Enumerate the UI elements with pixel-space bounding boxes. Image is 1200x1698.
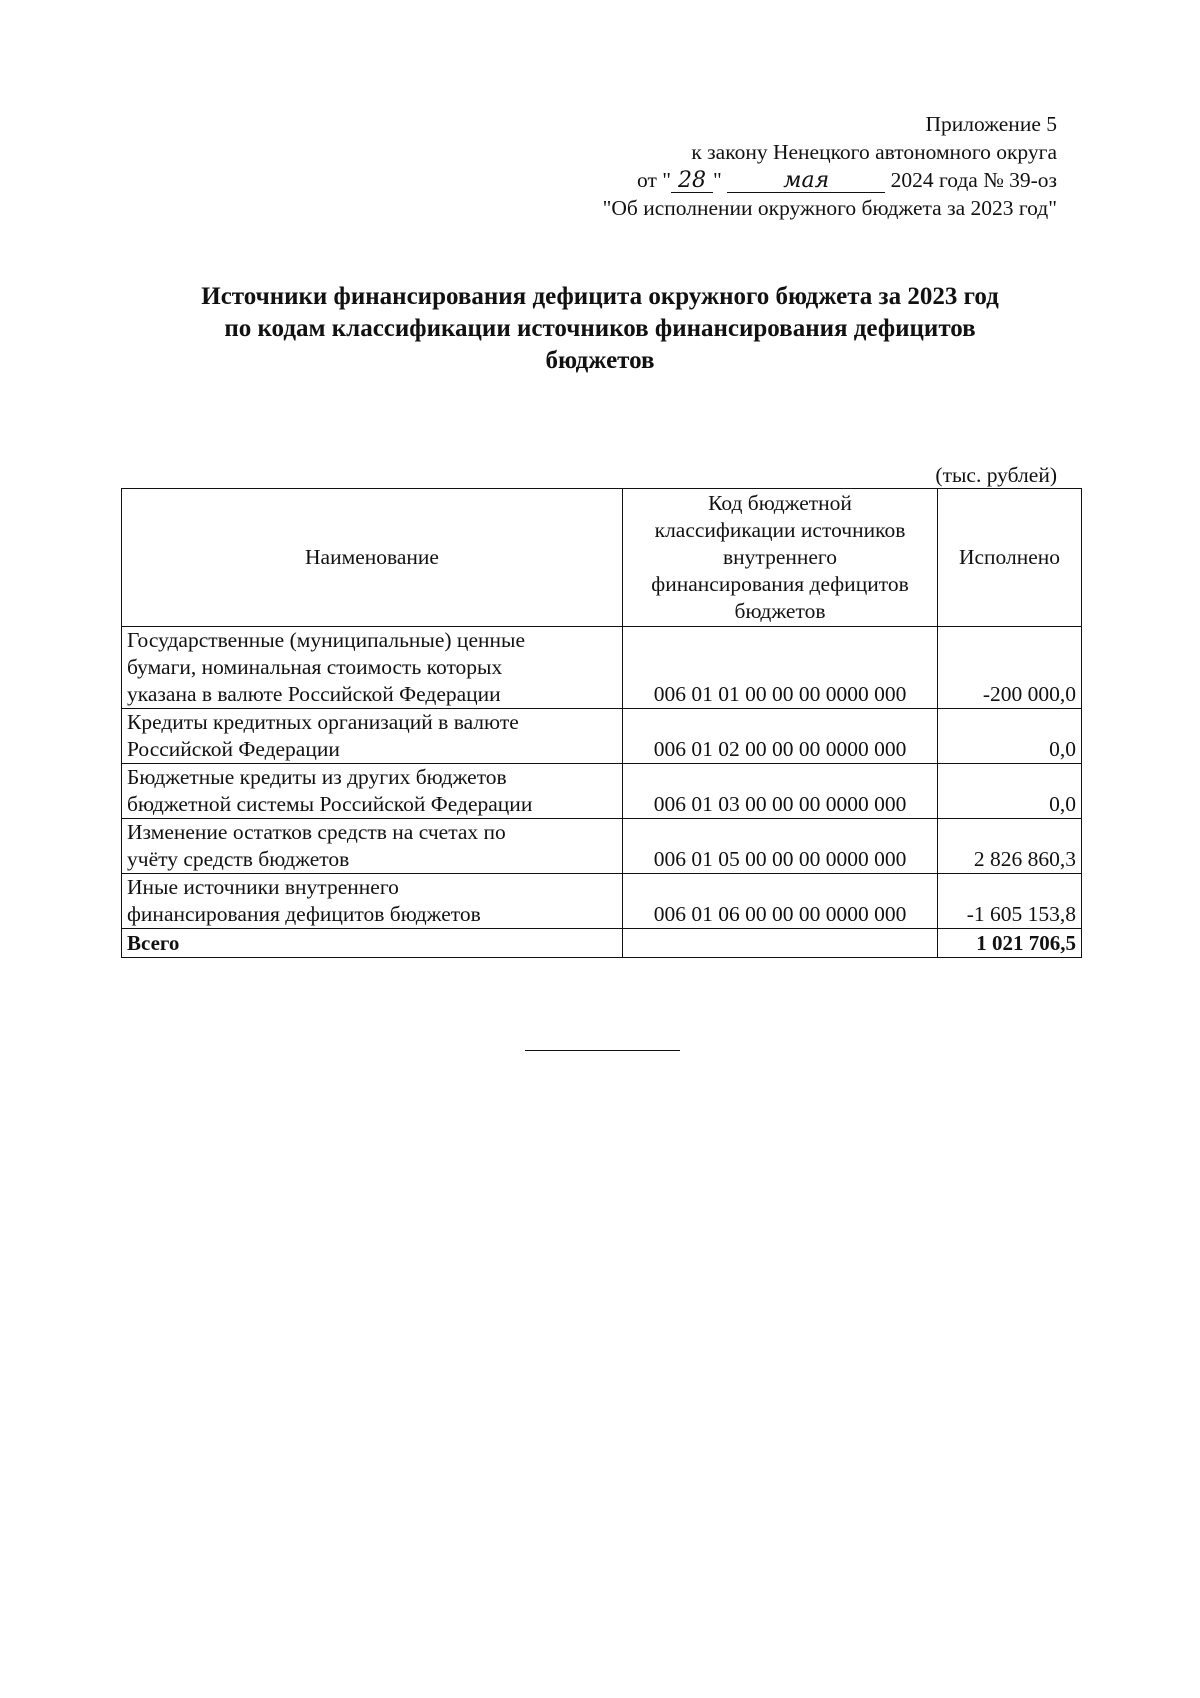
row-value: -200 000,0 (938, 627, 1082, 709)
table-header-row (122, 489, 1082, 627)
row-value: 2 826 860,3 (938, 819, 1082, 874)
header-code-line: бюджетов (734, 599, 826, 623)
row-name-line: Бюджетные кредиты из других бюджетов (127, 765, 507, 789)
document-title (140, 281, 1060, 377)
annex-header (497, 110, 1057, 222)
header-code-line: Код бюджетной (708, 491, 852, 515)
total-value: 1 021 706,5 (938, 929, 1082, 958)
table-row (122, 819, 1082, 874)
header-code-line: классификации источников (654, 518, 906, 542)
table-row (122, 627, 1082, 709)
header-code-line: финансирования дефицитов (651, 572, 909, 596)
row-name-line: финансирования дефицитов бюджетов (127, 902, 481, 926)
table-row (122, 764, 1082, 819)
handwritten-day: 28 (671, 170, 713, 193)
table-row (122, 709, 1082, 764)
table-row (122, 874, 1082, 929)
row-value: 0,0 (938, 764, 1082, 819)
row-name-line: учёту средств бюджетов (127, 847, 350, 871)
title-line-3: бюджетов (545, 347, 655, 374)
total-code-empty (623, 929, 938, 958)
row-name (122, 764, 623, 819)
row-name-line: указана в валюте Российской Федерации (127, 682, 501, 706)
handwritten-month: мая (727, 170, 885, 193)
annex-law-reference: к закону Ненецкого автономного округа (691, 140, 1057, 164)
table-body (122, 627, 1082, 929)
annex-number: Приложение 5 (925, 112, 1057, 136)
table-total-row (122, 929, 1082, 958)
title-line-2: по кодам классификации источников финансирования дефицитов (224, 315, 976, 342)
row-name-line: Изменение остатков средств на счетах по (127, 820, 506, 844)
row-code: 006 01 03 00 00 00 0000 000 (623, 764, 938, 819)
row-name-line: Иные источники внутреннего (127, 875, 399, 899)
row-name (122, 819, 623, 874)
date-suffix: 2024 года № 39-оз (890, 168, 1057, 192)
closing-rule (525, 1050, 680, 1051)
row-value: -1 605 153,8 (938, 874, 1082, 929)
row-name (122, 627, 623, 709)
total-label: Всего (122, 929, 623, 958)
row-code: 006 01 06 00 00 00 0000 000 (623, 874, 938, 929)
header-executed: Исполнено (938, 489, 1082, 627)
date-prefix: от " (637, 168, 672, 192)
row-name (122, 874, 623, 929)
row-name-line: Российской Федерации (127, 737, 340, 761)
row-code: 006 01 01 00 00 00 0000 000 (623, 627, 938, 709)
units-label: (тыс. рублей) (935, 463, 1057, 487)
title-line-1: Источники финансирования дефицита окружного бюджета за 2023 год (201, 283, 999, 310)
row-code: 006 01 05 00 00 00 0000 000 (623, 819, 938, 874)
row-name-line: бумаги, номинальная стоимость которых (127, 655, 503, 679)
row-name-line: Кредиты кредитных организаций в валюте (127, 710, 519, 734)
row-name-line: бюджетной системы Российской Федерации (127, 792, 533, 816)
row-value: 0,0 (938, 709, 1082, 764)
header-name: Наименование (122, 489, 623, 627)
annex-law-title: "Об исполнении окружного бюджета за 2023 год" (602, 196, 1057, 220)
header-code (623, 489, 938, 627)
date-quote-close: " (713, 168, 722, 192)
annex-date-line (497, 166, 1057, 194)
row-code: 006 01 02 00 00 00 0000 000 (623, 709, 938, 764)
row-name (122, 709, 623, 764)
financing-sources-table (121, 488, 1082, 958)
row-name-line: Государственные (муниципальные) ценные (127, 628, 525, 652)
header-code-line: внутреннего (723, 545, 837, 569)
